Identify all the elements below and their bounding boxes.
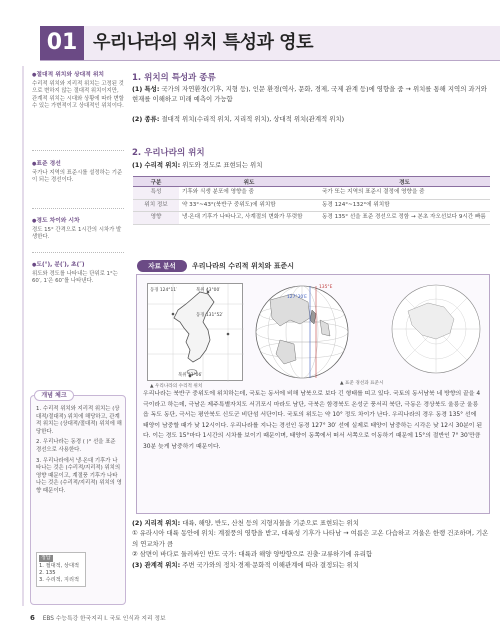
map-label: 135°E (319, 285, 333, 290)
item-text: 국가의 자연환경(기후, 지형 등), 인문 환경(역사, 문화, 경제, 국제 관계 등)에 영향을 줌 → 위치를 통해 지역의 과거와 현재를 이해하고 미래 예측이 가능함 (132, 85, 487, 103)
note-divider (32, 208, 124, 209)
bottom-section (132, 518, 492, 570)
page-footer (30, 613, 166, 622)
item-text: 절대적 위치(수리적 위치, 지리적 위치), 상대적 위치(관계적 위치) (161, 115, 345, 123)
globe-map (250, 280, 386, 384)
note-title: ● 절대적 위치와 상대적 위치 (32, 72, 124, 80)
page-title: 우리나라의 위치 특성과 영토 (93, 32, 313, 53)
answer-item: 2. 135 (39, 570, 56, 576)
note-body: 국가나 지역의 표준시를 설정하는 기준이 되는 경선이다. (32, 169, 123, 184)
map-caption: ▲ 우리나라의 수리적 위치 (150, 384, 203, 389)
answer-item: 1. 절대적, 상대적 (39, 563, 79, 569)
paragraph-mathematical-location (132, 160, 492, 170)
answer-item: 3. 수리적, 지리적 (39, 577, 79, 583)
location-table (133, 176, 490, 225)
table-header-row (133, 177, 490, 187)
item-text: 대륙, 해양, 반도, 산천 등의 지형지물을 기준으로 표현되는 위치 (182, 519, 359, 527)
map-label: 동경 131°52′ (196, 313, 224, 318)
concept-check-items (36, 406, 122, 499)
table-cell: 특성 (133, 187, 179, 200)
table-row (133, 187, 490, 200)
note-title: ● 도(°), 분(′), 초(″) (32, 262, 124, 270)
paragraph-characteristics (132, 84, 492, 104)
footer-text: EBS 수능특강 한국지리 I. 국토 인식과 지리 정보 (42, 616, 166, 622)
item-label: (2) 지리적 위치: (132, 519, 181, 527)
note-degree-units (32, 262, 124, 286)
note-body: 경도 15° 간격으로 1시간의 시차가 발생한다. (32, 226, 122, 241)
table-header-cell: 구분 (133, 177, 179, 187)
paragraph-types (132, 114, 492, 124)
answer-box (36, 552, 86, 587)
concept-check-title: 개념 체크 (34, 390, 74, 401)
sub-item: ① 유라시아 대륙 동안에 위치: 계절풍의 영향을 받고, 대륙성 기후가 나타남 → 여름은 고온 다습하고 겨울은 한랭 건조하며, 기온의 연교차가 큼 (132, 529, 489, 548)
item-label: (1) 특성: (132, 85, 160, 93)
map-label: 북위 43°00′ (196, 288, 221, 293)
header-divider (40, 60, 500, 61)
sub-item: ② 삼면이 바다로 둘러싸인 반도 국가: 대륙과 해양 양방향으로 진출·교류하기에 유리함 (132, 550, 373, 559)
check-item: 2. 우리나라는 동경 ( )° 선을 표준 경선으로 사용한다. (36, 439, 116, 453)
item-text: 주변 국가와의 정치·경제·문화적 이해관계에 따라 결정되는 위치 (182, 560, 359, 569)
check-item: 1. 수리적 위치와 지리적 위치는 (상대적/절대적) 위치에 해당하고, 관계적 위치는 (상대적/절대적) 위치에 해당한다. (36, 406, 122, 435)
section-number: 01 (40, 26, 84, 60)
table-row (133, 212, 490, 225)
answer-title: 정답 (41, 555, 51, 561)
section-heading: 1. 위치의 특성과 종류 (132, 73, 216, 83)
item-text: 위도와 경도로 표현되는 위치 (182, 161, 263, 169)
note-absolute-relative (32, 72, 124, 111)
polar-map (388, 281, 484, 381)
note-body: 위도와 경도를 나타내는 단위로 1°는 60′, 1′은 60″를 나타낸다. (32, 270, 118, 285)
polar-svg (388, 281, 484, 377)
resource-tag: 자료 분석 (137, 260, 187, 272)
map-label: 북위 33°06′ (178, 373, 203, 378)
note-time-difference (32, 218, 124, 242)
note-title: ● 표준 경선 (32, 161, 124, 169)
resource-explanation: 우리나라는 북반구 중위도에 위치하는데, 국토는 동서에 비해 남북으로 보다 긴 형태를 띠고 있다. 국토의 동서남북 네 방향의 끝을 4극이라고 하는데, 극남은 제주특별자치도 서귀포시 마라도 남단, 극북은 함경북도 온성군 풍서리 북단, 극동은 경상북도 울릉군 울릉읍 독도 동단, 극서는 평안북도 신도군 비단섬 서단이다. 국토의 위도는 약 10° 정도 차이가 난다. 우리나라의 경우 동경 135° 선에 태양이 남중할 때가 낮 12시이다. 우리나라를 지나는 경선인 동경 127° 30′ 선에 실제로 태양이 남중하는 시각은 낮 12시 30분이 된다. 이는 경도 15°마다 1시간의 시차를 보이기 때문이며, 태양이 동쪽에서 떠서 서쪽으로 이동하기 때문에 15°의 절반인 7° 30′만큼 30분 늦게 남중하기 때문이다. (143, 391, 483, 450)
korea-location-map (147, 283, 243, 381)
table-header-cell: 위도 (179, 177, 319, 187)
check-item: 3. 우리나라에서 냉·온대 기후가 나타나는 것은 (수리적/지리적) 위치의 영향 때문이고, 계절풍 기후가 나타나는 것은 (수리적/지리적) 위치의 영향 때문이다. (36, 457, 122, 494)
note-title: ● 경도 차이와 시차 (32, 218, 124, 226)
item-label: (2) 종류: (132, 115, 160, 123)
paragraph-relative-location (132, 560, 492, 570)
note-body: 수리적 위치와 지리적 위치는 고정된 것으로 변하지 않는 절대적 위치이지만, 관계적 위치는 시대와 상황에 따라 변할 수 있는 가변적이고 상대적인 위치이다. (32, 80, 124, 110)
table-cell: 동경 124°~132°에 위치함 (319, 199, 490, 212)
note-divider (32, 150, 124, 151)
map-caption: ▲ 표준 경선과 표준시 (340, 381, 384, 386)
table-cell: 영향 (133, 212, 179, 225)
globe-svg (250, 280, 386, 380)
sidebar-rule (22, 66, 24, 606)
map-label: 127°30′E (287, 295, 307, 300)
map-label: 동경 124°11′ (150, 288, 178, 293)
table-cell: 약 33°~43°(북반구 중위도)에 위치함 (179, 199, 319, 212)
table-row (133, 199, 490, 212)
item-label: (1) 수리적 위치: (132, 161, 181, 169)
note-standard-meridian (32, 161, 124, 185)
item-label: (3) 관계적 위치: (132, 560, 181, 569)
table-cell: 냉·온대 기후가 나타나고, 사계절의 변화가 뚜렷함 (179, 212, 319, 225)
section-heading: 2. 우리나라의 위치 (132, 148, 205, 158)
table-header-cell: 경도 (319, 177, 490, 187)
paragraph-geographical-location (132, 518, 492, 528)
korea-map-svg (148, 284, 244, 382)
table-cell: 국가 또는 지역의 표준시 결정에 영향을 줌 (319, 187, 490, 200)
page-number: 6 (30, 614, 35, 622)
note-divider (32, 252, 124, 253)
resource-title: 우리나라의 수리적 위치와 표준시 (192, 262, 294, 270)
table-cell: 동경 135° 선을 표준 경선으로 정함 → 본초 자오선보다 9시간 빠름 (319, 212, 490, 225)
table-cell: 위치 정보 (133, 199, 179, 212)
table-cell: 기후와 식생 분포에 영향을 줌 (179, 187, 319, 200)
